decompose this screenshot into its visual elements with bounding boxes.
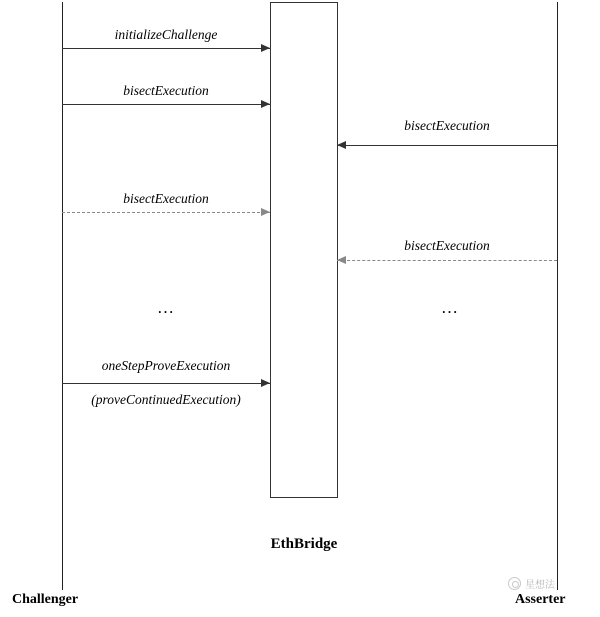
lifeline-asserter xyxy=(557,2,558,590)
arrow-head-bisect-execution-3 xyxy=(261,208,270,216)
message-arrow-bisect-execution-3 xyxy=(62,212,270,213)
ellipsis-right: … xyxy=(441,298,460,317)
ellipsis-left: … xyxy=(157,298,176,317)
arrow-head-bisect-execution-1 xyxy=(261,100,270,108)
message-label-initialize-challenge: initializeChallenge xyxy=(114,27,218,42)
watermark-logo-icon xyxy=(508,577,521,590)
message-label-one-step-prove-execution: oneStepProveExecution xyxy=(101,358,231,373)
arrow-head-initialize-challenge xyxy=(261,44,270,52)
arrow-head-bisect-execution-2 xyxy=(337,141,346,149)
message-sublabel-prove-continued-execution: (proveContinuedExecution) xyxy=(91,392,241,407)
message-label-bisect-execution-2: bisectExecution xyxy=(404,118,490,133)
message-label-bisect-execution-3: bisectExecution xyxy=(123,191,209,206)
arrow-head-one-step-prove-execution xyxy=(261,379,270,387)
message-arrow-initialize-challenge xyxy=(62,48,270,49)
ethbridge-activation-box xyxy=(270,2,338,498)
watermark xyxy=(508,576,555,591)
participant-label-challenger: Challenger xyxy=(12,592,79,607)
participant-label-ethbridge: EthBridge xyxy=(270,536,338,552)
watermark-text: 星想法 xyxy=(525,580,555,591)
message-arrow-bisect-execution-4 xyxy=(337,260,557,261)
message-arrow-bisect-execution-1 xyxy=(62,104,270,105)
message-arrow-bisect-execution-2 xyxy=(337,145,557,146)
message-label-bisect-execution-1: bisectExecution xyxy=(123,83,209,98)
message-arrow-one-step-prove-execution xyxy=(62,383,270,384)
arrow-head-bisect-execution-4 xyxy=(337,256,346,264)
participant-label-asserter: Asserter xyxy=(515,592,566,607)
message-label-bisect-execution-4: bisectExecution xyxy=(404,238,490,253)
